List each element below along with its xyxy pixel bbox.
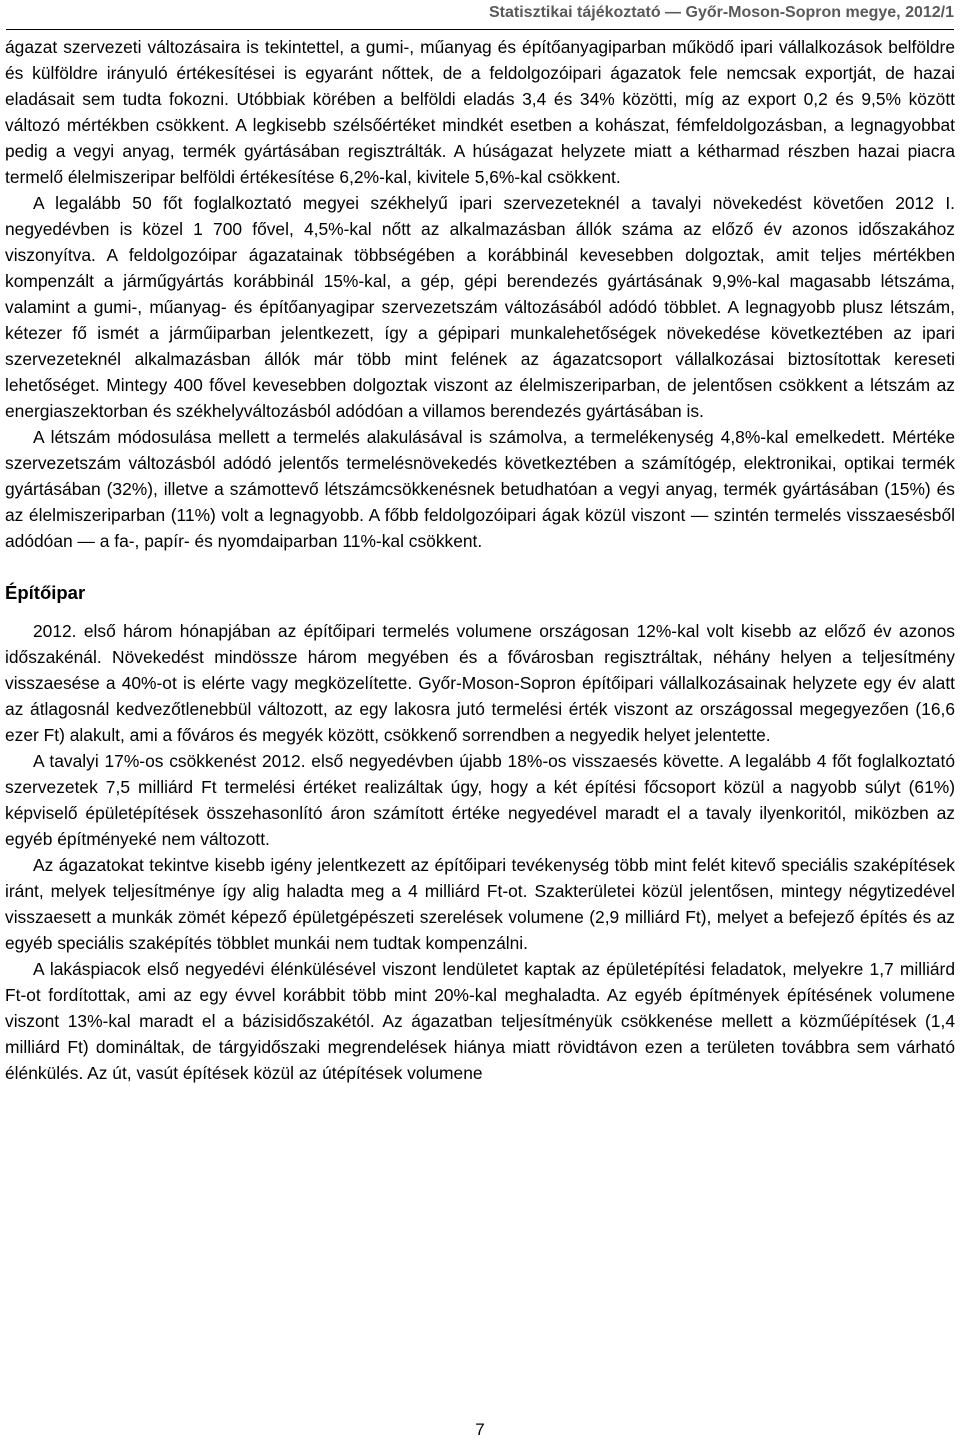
paragraph-construction-overview: 2012. első három hónapjában az építőipari termelés volumene országosan 12%-kal volt kisebb az előző év azonos időszakénál. Növekedést mindössze három megyében és a fővárosban regisztráltak, néhány helyen a teljesítmény visszaesése a 40%-ot is elérte vagy megközelítette. Győr-Moson-Sopron építőipari vállalkozásainak helyzete egy év alatt az átlagosnál kedvezőtlenebbül változott, az egy lakosra jutó termelési érték viszont az országossal megegyezően (16,6 ezer Ft) alakult, ami a főváros és megyék között, csökkenő sorrendben a negyedik helyet jelentette.: [5, 621, 955, 745]
paragraph-construction-buildings: A lakáspiacok első negyedévi élénkülésével viszont lendületet kaptak az épületépítési feladatok, melyekre 1,7 milliárd Ft-ot fordítottak, ami az egy évvel korábbit több mint 20%-kal meghaladta. Az egyéb építmények építésének volumene viszont 13%-kal maradt el a bázisidőszakétól. Az ágazatban teljesítményük csökkenése mellett a közműépítések (1,4 milliárd Ft) domináltak, de tárgyidőszaki megrendelések hiánya miatt rövidtávon ezen a területen továbbra sem várható élénkülés. Az út, vasút építések közül az útépítések volumene: [5, 959, 955, 1083]
paragraph-industry-employment: A legalább 50 főt foglalkoztató megyei székhelyű ipari szervezeteknél a tavalyi növekedést követően 2012 I. negyedévben is közel 1 700 fővel, 4,5%-kal nőtt az alkalmazásban állók száma az előző év azonos időszakához viszonyítva. A feldolgozóipar ágazatainak többségében a korábbinál kevesebben dolgoztak, amit teljes mértékben kompenzált a járműgyártás korábbinál 15%-kal, a gép, gépi berendezés gyártásának 9,9%-kal magasabb létszáma, valamint a gumi-, műanyag- és építőanyagipar szervezetszám változásából adódó többlet. A legnagyobb plusz létszám, kétezer fő ismét a járműiparban jelentkezett, így a gépipari munkalehetőségek növekedése következtében az ipari szervezeteknél alkalmazásban állók már több mint felének az ágazatcsoport vállalkozásai biztosítottak kereseti lehetőséget. Mintegy 400 fővel kevesebben dolgoztak viszont az élelmiszeriparban, de jelentősen csökkent a létszám az energiaszektorban és székhelyváltozásból adódóan a villamos berendezés gyártásában is.: [5, 193, 955, 421]
paragraph-construction-specialised: Az ágazatokat tekintve kisebb igény jelentkezett az építőipari tevékenység több mint felét kitevő speciális szaképítések iránt, melyek teljesítménye így alig haladta meg a 4 milliárd Ft-ot. Szakterületei közül jelentősen, mintegy négytizedével visszaesett a munkák zömét képező épületgépészeti szerelések volumene (2,9 milliárd Ft), melyet a befejező építés és az egyéb speciális szaképítés többlet munkái nem tudtak kompenzálni.: [5, 855, 955, 953]
document-body: [5, 34, 955, 1086]
paragraph-industry-sales: ágazat szervezeti változásaira is tekintettel, a gumi-, műanyag és építőanyagiparban működő ipari vállalkozások belföldre és külföldre irányuló értékesítései is egyaránt nőttek, de a feldolgozóipari ágazatok fele nemcsak exportját, de hazai eladásait sem tudta fokozni. Utóbbiak körében a belföldi eladás 3,4 és 34% közötti, míg az export 0,2 és 9,5% között változó mértékben csökkent. A legkisebb szélsőértéket mindkét esetben a kohászat, fémfeldolgozásban, a legnagyobbat pedig a vegyi anyag, termék gyártásában regisztrálták. A húságazat helyzete miatt a kétharmad részben hazai piacra termelő élelmiszeripar belföldi értékesítése 6,2%-kal, kivitele 5,6%-kal csökkent.: [5, 37, 955, 187]
header-divider: [6, 29, 954, 30]
page-number: 7: [475, 1420, 485, 1439]
running-header: Statisztikai tájékoztató — Győr-Moson-Sopron megye, 2012/1: [489, 4, 954, 21]
section-heading-construction: Építőipar: [5, 582, 86, 603]
paragraph-industry-productivity: A létszám módosulása mellett a termelés alakulásával is számolva, a termelékenység 4,8%-kal emelkedett. Mértéke szervezetszám változásból adódó jelentős termelésnövekedés következtében a számítógép, elektronikai, optikai termék gyártásában (32%), illetve a számottevő létszámcsökkenésnek betudhatóan a vegyi anyag, termék gyártásában (15%) és az élelmiszeriparban (11%) volt a legnagyobb. A főbb feldolgozóipari ágak közül viszont — szintén termelés visszaesésből adódóan — a fa-, papír- és nyomdaiparban 11%-kal csökkent.: [5, 427, 955, 551]
paragraph-construction-output: A tavalyi 17%-os csökkenést 2012. első negyedévben újabb 18%-os visszaesés követte. A legalább 4 főt foglalkoztató szervezetek 7,5 milliárd Ft termelési értéket realizáltak úgy, hogy a két építési főcsoport közül a nagyobb súlyt (61%) képviselő épületépítések összehasonlító áron számított értéke negyedével maradt el a tavaly ilyenkoritól, miközben az egyéb építményeké nem változott.: [5, 751, 955, 849]
